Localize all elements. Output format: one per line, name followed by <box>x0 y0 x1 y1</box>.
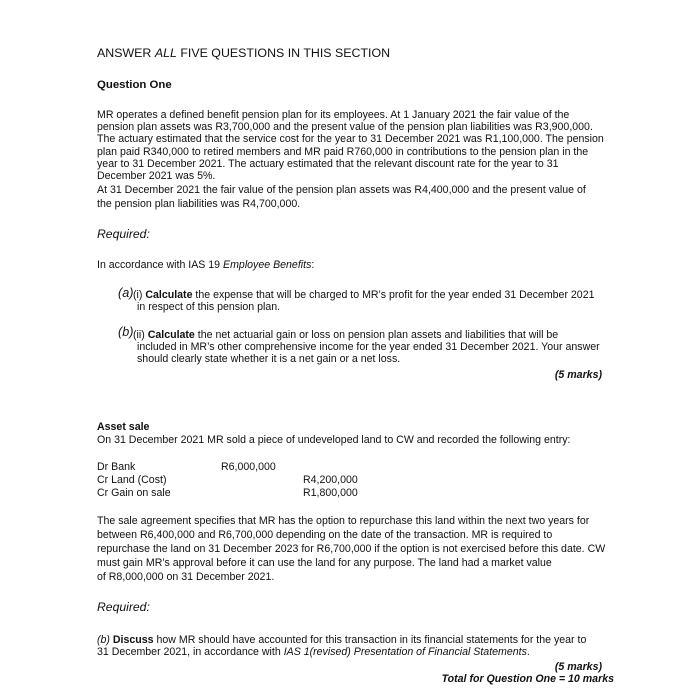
question-heading: Question One <box>97 79 172 91</box>
asset-sale-heading: Asset sale <box>97 421 150 433</box>
journal-debit: R6,000,000 <box>221 461 276 473</box>
journal-account: Dr Bank <box>97 461 136 473</box>
journal-account: Cr Land (Cost) <box>97 474 167 486</box>
part-b-text: the net actuarial gain or loss on pension plan assets and liabilities that will be <box>194 329 559 341</box>
marks-label-2: (5 marks) <box>554 661 602 673</box>
journal-credit: R4,200,000 <box>303 474 358 486</box>
part-a-line2: in respect of this pension plan. <box>137 301 281 313</box>
required-label-2: Required: <box>97 600 150 614</box>
part-b-number: (ii) <box>133 329 148 341</box>
marks-label: (5 marks) <box>554 369 602 381</box>
total-marks: Total for Question One = 10 marks <box>441 673 614 685</box>
journal-account: Cr Gain on sale <box>97 487 171 499</box>
intro-line: plan paid R340,000 to retired members and MR paid R760,000 in contributions to the pension plan in the <box>97 146 589 158</box>
intro-line: The actuary estimated that the service cost for the year to 31 December 2021 was R1,100,000. The pension <box>97 133 604 145</box>
intro-line: year to 31 December 2021. The actuary estimated that the relevant discount rate for the year to 31 <box>97 158 559 170</box>
part-b-line3: should clearly state whether it is a net gain or a net loss. <box>137 353 401 365</box>
section-title-emphasis: ALL <box>154 46 177 60</box>
section-title-pre: ANSWER <box>97 46 155 60</box>
part-b2-text-2: 31 December 2021, in accordance with <box>97 646 284 658</box>
part-a-verb: Calculate <box>145 289 193 301</box>
part-b2-line2 <box>97 646 530 659</box>
journal-credit: R1,800,000 <box>303 487 358 499</box>
sale-line: repurchase the land on 31 December 2023 for R6,700,000 if the option is not exercised before this date. CW <box>97 543 606 555</box>
part-a-line1 <box>133 289 594 302</box>
intro-line: MR operates a defined benefit pension plan for its employees. At 1 January 2021 the fair value of the <box>97 109 570 121</box>
part-b-line2: included in MR’s other comprehensive income for the year ended 31 December 2021. Your answer <box>137 341 600 353</box>
accordance-pre: In accordance with IAS 19 <box>97 259 224 271</box>
sale-line: between R6,400,000 and R6,700,000 depending on the date of the transaction. MR is required to <box>97 529 553 541</box>
part-b-label: (b) <box>118 325 134 339</box>
part-b2-label: (b) <box>97 634 110 646</box>
standard-name-2: IAS 1(revised) Presentation of Financial Statements <box>283 646 527 658</box>
standard-name: Employee Benefits <box>223 259 312 271</box>
part-b2-line1 <box>97 634 586 647</box>
part-a-text: the expense that will be charged to MR’s profit for the year ended 31 December 2021 <box>192 289 595 301</box>
intro-line: the pension plan liabilities was R4,700,000. <box>97 198 301 210</box>
accordance-post: : <box>311 259 315 271</box>
section-title-post: FIVE QUESTIONS IN THIS SECTION <box>176 46 391 60</box>
part-b2-text: how MR should have accounted for this transaction in its financial statements for the year to <box>153 634 587 646</box>
part-b2-verb: Discuss <box>112 634 154 646</box>
intro-line: pension plan assets was R3,700,000 and the present value of the pension plan liabilities was R3,900,000. <box>97 121 593 133</box>
asset-sale-intro: On 31 December 2021 MR sold a piece of undeveloped land to CW and recorded the following entry: <box>97 434 571 446</box>
required-label: Required: <box>97 227 150 241</box>
sale-line: The sale agreement specifies that MR has the option to repurchase this land within the next two years for <box>97 515 590 527</box>
sale-line: of R8,000,000 on 31 December 2021. <box>97 571 275 583</box>
sale-line: must gain MR’s approval before it can use the land for any purpose. The land had a market value <box>97 557 552 569</box>
part-a-label: (a) <box>118 286 134 300</box>
part-b-verb: Calculate <box>147 329 195 341</box>
part-a-number: (i) <box>133 289 146 301</box>
section-title <box>97 47 390 60</box>
part-b-line1 <box>133 329 558 342</box>
intro-line: December 2021 was 5%. <box>97 170 216 182</box>
part-b2-text-end: . <box>526 646 530 658</box>
intro-line: At 31 December 2021 the fair value of the pension plan assets was R4,400,000 and the present value of <box>97 184 586 196</box>
accordance-line <box>97 259 314 272</box>
